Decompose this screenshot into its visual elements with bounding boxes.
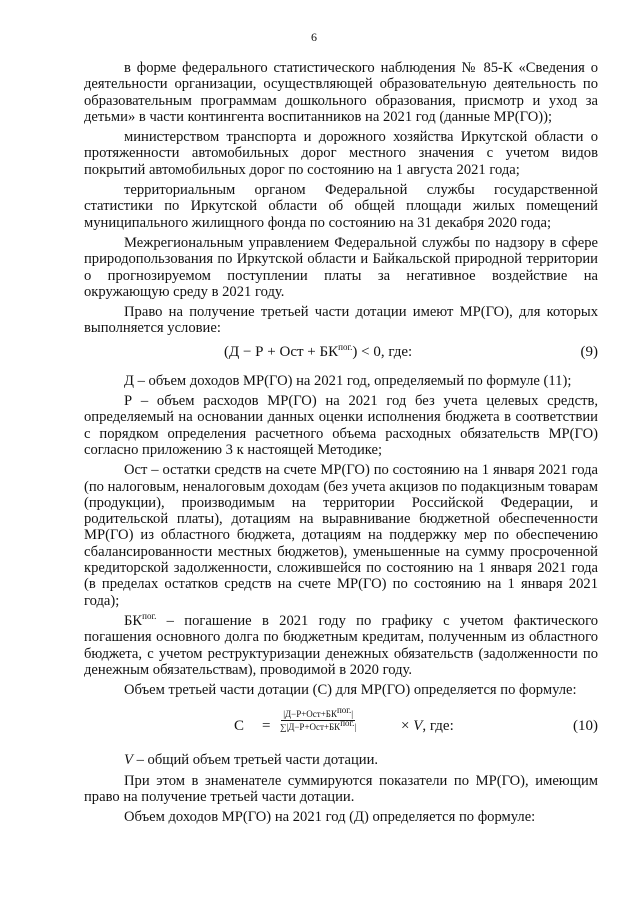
paragraph-c-intro: Объем третьей части дотации (С) для МР(ГО) определяется по формуле: <box>124 682 577 699</box>
definition-r: Р – объем расходов МР(ГО) на 2021 год без учета целевых средств, определяемый на основании данных оценки исполнения бюджета в соответствии с порядком определения расчетного объема расходных обязательств МР(ГО) согласно приложению 3 к настоящей Методике; <box>84 393 598 458</box>
page-number: 6 <box>311 30 317 44</box>
formula-10-denominator: $\sum|Д-Р+Ост+БК^{пог.}|$ <box>280 718 357 733</box>
paragraph-third-part-condition: Право на получение третьей части дотации имеют МР(ГО), для которых выполняется условие: <box>84 304 598 337</box>
definition-d: Д – объем доходов МР(ГО) на 2021 год, определяемый по формуле (11); <box>124 372 572 389</box>
formula-10-numerator: $|Д-Р+Ост+БК^{пог.}|$ <box>283 705 354 720</box>
paragraph-nature-oversight: Межрегиональным управлением Федеральной службы по надзору в сфере природопользования по Иркутской области и Байкальской природной территории о прогнозируемом поступлении платы за негативное воздействие на окружающую среду в 2021 году. <box>84 234 598 300</box>
formula-10-equals: = <box>262 718 271 735</box>
formula-10 <box>84 706 598 746</box>
document-body <box>84 60 598 830</box>
paragraph-statistics-service: территориальным органом Федеральной службы государственной статистики по Иркутской области об общей площади жилых помещений муниципального жилищного фонда по состоянию на 31 декабря 2020 года; <box>84 182 598 231</box>
formula-10-tail: × V, где: <box>401 718 454 735</box>
formula-9 <box>84 341 598 363</box>
definition-bk: $БК^{пог.}$ – погашение в 2021 году по графику с учетом фактического погашения основного долга по бюджетным кредитам, полученным из областного бюджета, с учетом реструктуризации денежных обязательств (задолженности по денежным обязательствам), проводимой в 2020 году. <box>84 611 598 678</box>
paragraph-form-85k: в форме федерального статистического наблюдения № 85-К «Сведения о деятельности организации, осуществляющей образовательную деятельность по образовательным программам дошкольного образования, присмотр и уход за детьми» в части контингента воспитанников на 2021 год (данные МР(ГО)); <box>84 60 598 125</box>
formula-10-lhs: С <box>234 718 245 735</box>
paragraph-ministry-transport: министерством транспорта и дорожного хозяйства Иркутской области о протяженности автомобильных дорог местного значения с учетом видов покрытий автомобильных дорог по состоянию на 1 августа 2021 года; <box>84 129 598 178</box>
definition-ost: Ост – остатки средств на счете МР(ГО) по состоянию на 1 января 2021 года (по налоговым, неналоговым доходам (без учета акцизов по подакцизным товарам (продукции), производимым на территории Российской Федерации, и родительской платы), дотациям на выравнивание бюджетной обеспеченности МР(ГО) из областного бюджета, дотациям на поддержку мер по обеспечению сбалансированности местных бюджетов), уменьшенные на сумму просроченной кредиторской задолженности, сложившейся по состоянию на 1 января 2021 года (в пределах остатков средств на счете МР(ГО) по состоянию на 1 января 2021 года); <box>84 462 598 609</box>
formula-9-expression: (Д − Р + Ост + $БК^{пог.}) < 0$, где: <box>224 341 413 360</box>
paragraph-d-formula-intro: Объем доходов МР(ГО) на 2021 год (Д) определяется по формуле: <box>124 809 536 826</box>
formula-10-number: (10) <box>573 718 598 735</box>
definition-v: V – общий объем третьей части дотации. <box>124 752 379 769</box>
paragraph-denominator-note: При этом в знаменателе суммируются показатели по МР(ГО), имеющим право на получение третьей части дотации. <box>84 772 598 805</box>
formula-9-number: (9) <box>580 343 598 360</box>
formula-10-fraction <box>280 705 357 733</box>
